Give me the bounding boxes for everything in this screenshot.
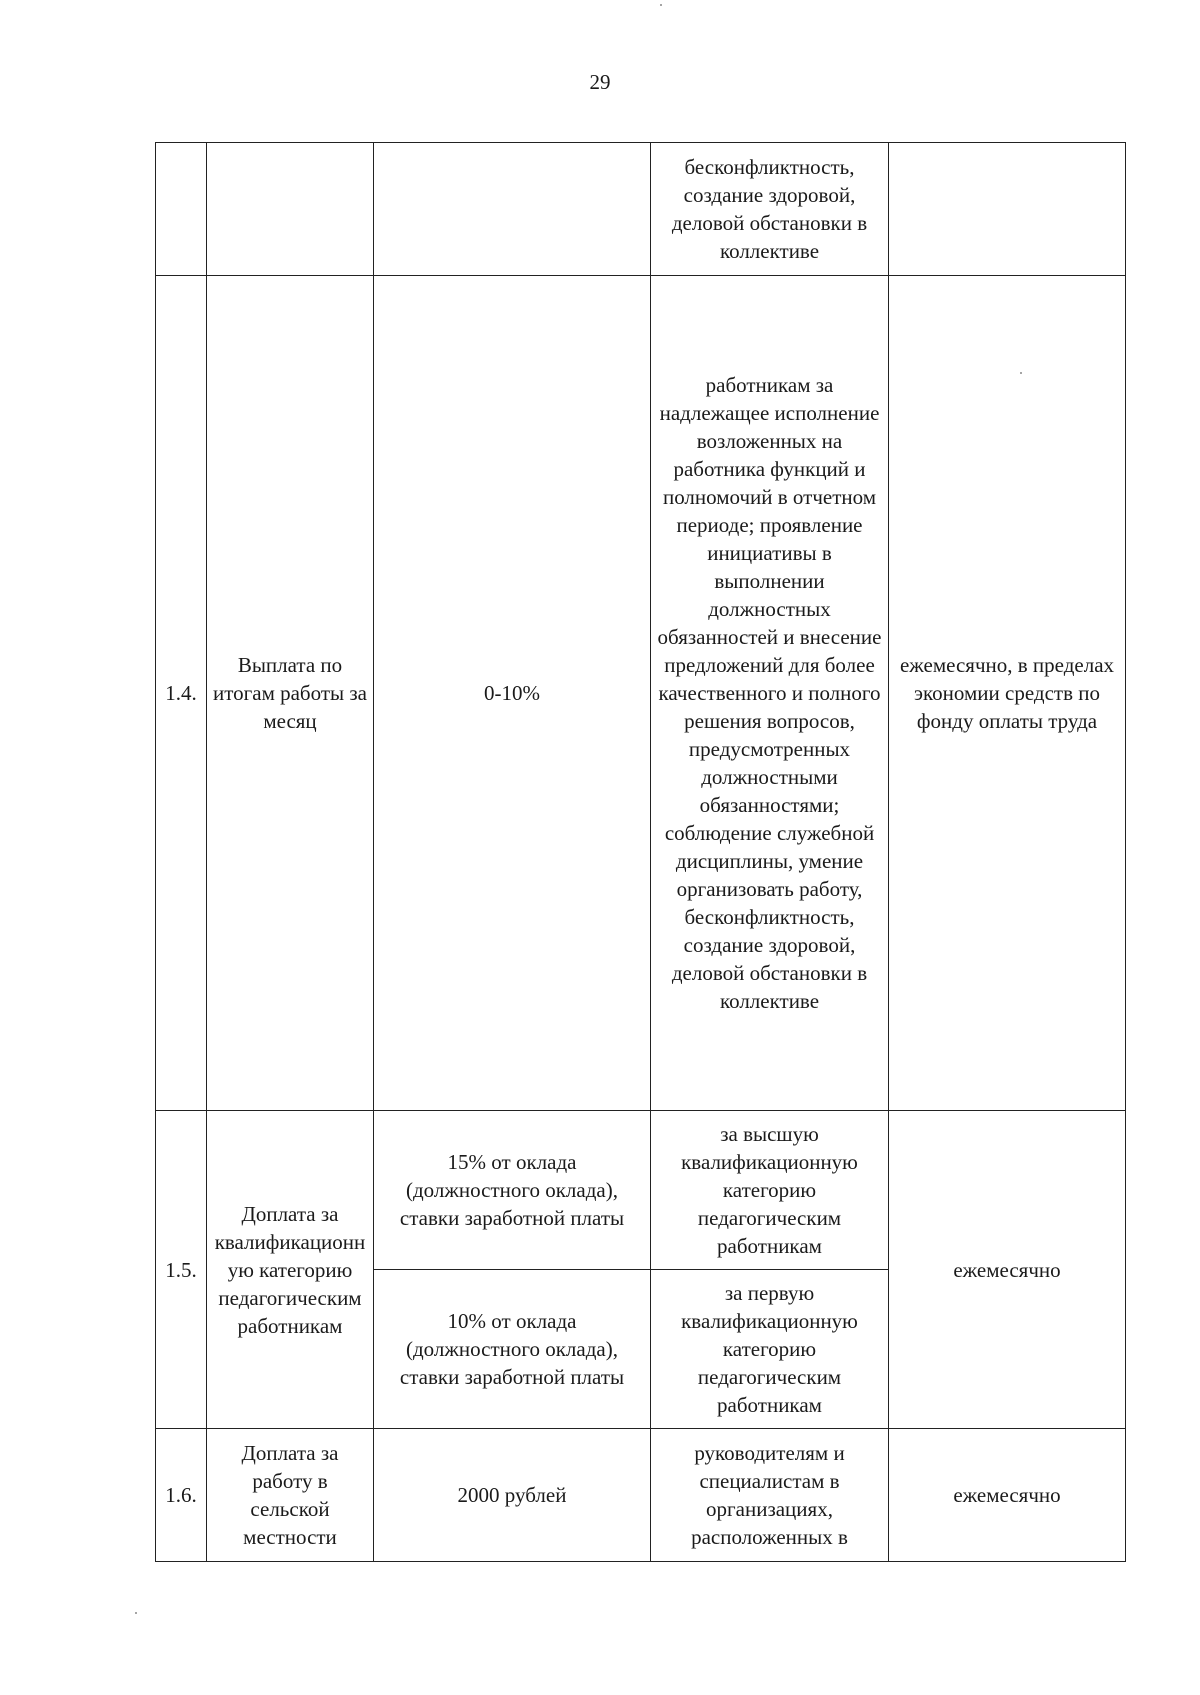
payment-amount-cell: 2000 рублей [374, 1429, 651, 1562]
payment-amount-cell: 10% от оклада (должностного оклада), ставки заработной платы [374, 1270, 651, 1429]
row-number-cell: 1.5. [156, 1111, 207, 1429]
row-number-cell [156, 143, 207, 276]
payment-basis-cell: работникам за надлежащее исполнение возложенных на работника функций и полномочий в отчетном периоде; проявление инициативы в выполнении должностных обязанностей и внесение предложений для более качественного и полного решения вопросов, предусмотренных должностными обязанностями; соблюдение служебной дисциплины, умение организовать работу, бесконфликтность, создание здоровой, деловой обстановки в коллективе [651, 276, 889, 1111]
table-row [156, 1429, 1126, 1562]
payment-basis-cell: за высшую квалификационную категорию педагогическим работникам [651, 1111, 889, 1270]
payment-name-cell: Доплата за работу в сельской местности [207, 1429, 374, 1562]
page-number: 29 [589, 70, 611, 94]
row-number-cell: 1.6. [156, 1429, 207, 1562]
payment-basis-cell: за первую квалификационную категорию педагогическим работникам [651, 1270, 889, 1429]
payment-period-cell [889, 143, 1126, 276]
table-row [156, 1111, 1126, 1270]
payment-period-cell: ежемесячно [889, 1111, 1126, 1429]
row-number-cell: 1.4. [156, 276, 207, 1111]
payments-table [155, 142, 1126, 1562]
payment-name-cell: Доплата за квалификационную категорию педагогическим работникам [207, 1111, 374, 1429]
payment-amount-cell: 15% от оклада (должностного оклада), ставки заработной платы [374, 1111, 651, 1270]
payment-period-cell: ежемесячно, в пределах экономии средств по фонду оплаты труда [889, 276, 1126, 1111]
payment-basis-cell: руководителям и специалистам в организациях, расположенных в [651, 1429, 889, 1562]
table-row [156, 143, 1126, 276]
scan-speck [135, 1612, 137, 1614]
scan-speck [1020, 372, 1022, 374]
payment-name-cell: Выплата по итогам работы за месяц [207, 276, 374, 1111]
payment-amount-cell: 0-10% [374, 276, 651, 1111]
payment-period-cell: ежемесячно [889, 1429, 1126, 1562]
scan-speck [660, 4, 662, 6]
payment-amount-cell [374, 143, 651, 276]
payment-name-cell [207, 143, 374, 276]
payment-basis-cell: бесконфликтность, создание здоровой, деловой обстановки в коллективе [651, 143, 889, 276]
table-row [156, 276, 1126, 1111]
